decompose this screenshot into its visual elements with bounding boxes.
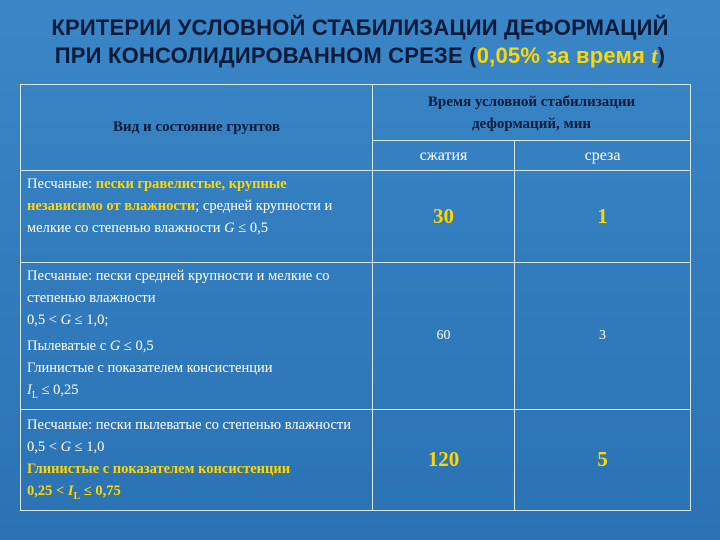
row2-il-sub: L	[31, 389, 38, 401]
row2-b2: ≤ 1,0;	[71, 312, 109, 328]
table-row	[21, 263, 691, 410]
soil-description	[21, 409, 373, 510]
row1-c: ; средней крупности и мелкие со степенью влажности	[27, 198, 333, 236]
shear-value: 5	[515, 409, 691, 510]
row2-e	[27, 379, 366, 407]
compression-value: 60	[373, 263, 515, 410]
row3-c1: 0,25 <	[27, 482, 68, 499]
title-t: t	[651, 43, 658, 68]
header-compression: сжатия	[373, 141, 515, 171]
row2-b1: 0,5 <	[27, 312, 61, 328]
shear-value: 3	[515, 263, 691, 410]
row2-g1: G	[60, 312, 72, 328]
row3-c	[27, 480, 366, 508]
title-line-2-main: ПРИ КОНСОЛИДИРОВАННОМ СРЕЗЕ (	[54, 43, 477, 68]
row2-a: Песчаные: пески средней крупности и мелкие со степенью влажности	[27, 268, 330, 306]
header-stabilization-time: Время условной стабилизации деформаций, мин	[373, 85, 691, 141]
row3-c2: ≤ 0,75	[80, 482, 121, 499]
row3-g: G	[60, 438, 72, 455]
row2-d: Глинистые с показателем консистенции	[27, 360, 273, 376]
row1-g: G	[224, 220, 235, 236]
row1-a: Песчаные:	[27, 176, 96, 192]
soil-description	[21, 171, 373, 263]
title-highlight: 0,05% за время	[476, 43, 652, 68]
row2-c1: Пылеватые с	[27, 338, 110, 354]
title-line-1: КРИТЕРИИ УСЛОВНОЙ СТАБИЛИЗАЦИИ ДЕФОРМАЦИЙ	[51, 15, 669, 40]
table-row	[21, 171, 691, 263]
row3-b: Глинистые с показателем консистенции	[27, 460, 291, 477]
header-shear: среза	[515, 141, 691, 171]
row3-il-sub: L	[73, 490, 81, 502]
soil-description	[21, 263, 373, 410]
row3-a	[27, 414, 366, 458]
row2-e-val: ≤ 0,25	[37, 382, 79, 398]
shear-value: 1	[515, 171, 691, 263]
criteria-table	[20, 84, 691, 511]
row3-a1: Песчаные: пески пылеватые со степенью влажности 0,5 <	[27, 416, 351, 455]
header-soil-type: Вид и состояние грунтов	[21, 85, 373, 171]
compression-value: 30	[373, 171, 515, 263]
row2-c2: ≤ 0,5	[120, 338, 154, 354]
title-close-paren: )	[657, 43, 666, 68]
row2-c	[27, 335, 366, 357]
table-row	[21, 409, 691, 510]
row3-a2: ≤ 1,0	[71, 438, 105, 455]
row2-b	[27, 309, 366, 331]
compression-value: 120	[373, 409, 515, 510]
row1-highlight: пески гравелистые, крупные независимо от влажности	[27, 176, 287, 214]
row2-g2: G	[109, 338, 121, 354]
title-line-2	[0, 42, 720, 70]
row2-il: I	[27, 382, 32, 398]
row1-d: ≤ 0,5	[234, 220, 268, 236]
row3-il: I	[67, 482, 74, 499]
slide-title	[0, 14, 720, 70]
